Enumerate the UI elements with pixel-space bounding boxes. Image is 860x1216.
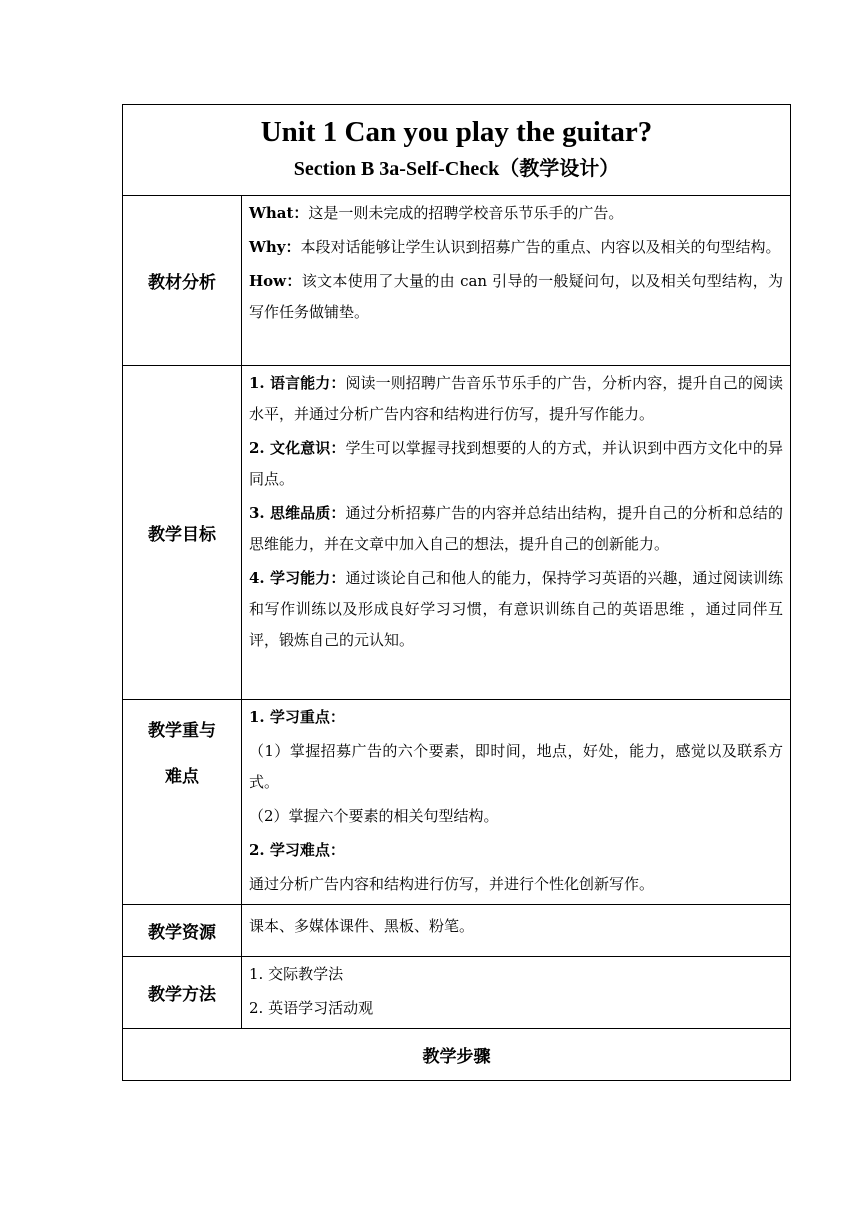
focus-heading: 1. 学习重点： [249,708,345,726]
what-key: What： [249,204,309,222]
why-text: 本段对话能够让学生认识到招募广告的重点、内容以及相关的句型结构。 [300,238,781,256]
title-cell [123,105,791,196]
goals-label: 教学目标 [123,366,242,700]
goal-key: 1. 语言能力： [249,374,346,392]
goal-text: 阅读一则招聘广告音乐节乐手的广告，分析内容，提升自己的阅读水平，并通过分析广告内容和结构进行仿写，提升写作能力。 [249,374,784,423]
page-subtitle: Section B 3a-Self-Check（教学设计） [293,158,620,180]
goal-key: 2. 文化意识： [249,439,346,457]
goal-key: 3. 思维品质： [249,504,346,522]
what-text: 这是一则未完成的招聘学校音乐节乐手的广告。 [308,204,624,222]
method-item-1: 1. 交际教学法 [249,965,344,983]
focus-item-1: （1）掌握招募广告的六个要素，即时间，地点，好处，能力，感觉以及联系方式。 [249,742,784,791]
difficulty-text: 通过分析广告内容和结构进行仿写，并进行个性化创新写作。 [249,875,655,893]
difficulty-heading: 2. 学习难点： [249,841,345,859]
goal-item [249,433,783,495]
key-points-label-line2: 难点 [165,767,199,787]
how-text: 该文本使用了大量的由 can 引导的一般疑问句，以及相关句型结构，为写作任务做铺垫。 [249,272,784,321]
methods-content [242,957,791,1029]
resources-text: 课本、多媒体课件、黑板、粉笔。 [242,905,791,957]
steps-heading: 教学步骤 [123,1029,791,1081]
goal-text: 学生可以掌握寻找到想要的人的方式，并认识到中西方文化中的异同点。 [249,439,784,488]
methods-label: 教学方法 [123,957,242,1029]
how-key: How： [249,272,302,290]
key-points-label [123,700,242,905]
goal-key: 4. 学习能力： [249,569,346,587]
goal-item [249,498,783,560]
method-item-2: 2. 英语学习活动观 [249,999,374,1017]
key-points-label-line1: 教学重与 [148,721,216,741]
key-points-content [242,700,791,905]
goal-text: 通过谈论自己和他人的能力，保持学习英语的兴趣，通过阅读训练和写作训练以及形成良好学习习惯，有意识训练自己的英语思维 ，通过同伴互评，锻炼自己的元认知。 [249,569,784,649]
focus-item-2: （2）掌握六个要素的相关句型结构。 [249,807,499,825]
page-title: Unit 1 Can you play the guitar? [260,116,653,148]
goal-item [249,368,783,430]
lesson-plan-table [122,104,791,1081]
goals-content [242,366,791,700]
goal-text: 通过分析招募广告的内容并总结出结构，提升自己的分析和总结的思维能力，并在文章中加入自己的想法，提升自己的创新能力。 [249,504,784,553]
analysis-label: 教材分析 [123,196,242,366]
why-key: Why： [249,238,301,256]
resources-label: 教学资源 [123,905,242,957]
goal-item [249,563,783,656]
analysis-content [242,196,791,366]
